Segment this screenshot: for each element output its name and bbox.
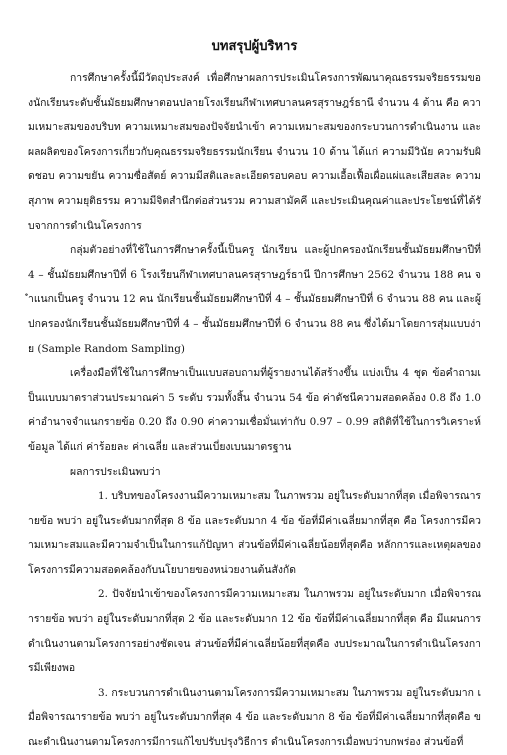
paragraph-results-heading: ผลการประเมินพบว่า: [70, 465, 161, 478]
paragraph-result-2: 2. ปัจจัยนำเข้าของโครงการมีความเหมาะสม ในภาพรวม อยู่ในระดับมาก เมื่อพิจารณารายข้อ พบว่า อยู่ในระดับมากที่สุด 2 ข้อ และระดับมาก 12 ข้อ ข้อที่มีค่าเฉลี่ยมากที่สุด คือ มีแผนการดำเนินงานตามโครงการอย่างชัดเจน ส่วนข้อที่มีค่าเฉลี่ยน้อยที่สุดคือ งบประมาณในการดำเนินโครงการมีเพียงพอ: [28, 588, 481, 675]
paragraph-objectives: การศึกษาครั้งนี้มีวัตถุประสงค์ เพื่อศึกษาผลการประเมินโครงการพัฒนาคุณธรรมจริยธรรมของนักเรียนระดับชั้นมัธยมศึกษาตอนปลายโรงเรียนกีฬาเทศบาลนครสุราษฎร์ธานี จำนวน 4 ด้าน คือ ความเหมาะสมของบริบท ความเหมาะสมของปัจจัยนำเข้า ความเหมาะสมของกระบวนการดำเนินงาน และผลผลิตของโครงการเกี่ยวกับคุณธรรมจริยธรรมนักเรียน จำนวน 10 ด้าน ได้แก่ ความมีวินัย ความรับผิดชอบ ความขยัน ความซื่อสัตย์ ความมีสติและละเอียดรอบคอบ ความเอื้อเฟื้อเผื่อแผ่และเสียสละ ความสุภาพ ความยุติธรรม ความมีจิตสำนึกต่อส่วนรวม ความสามัคคี และประเมินคุณค่าและประโยชน์ที่ได้รับจากการดำเนินโครงการ: [28, 72, 481, 232]
paragraph-instruments: เครื่องมือที่ใช้ในการศึกษาเป็นแบบสอบถามที่ผู้รายงานได้สร้างขึ้น แบ่งเป็น 4 ชุด ข้อคำถามเป็นแบบมาตราส่วนประมาณค่า 5 ระดับ รวมทั้งสิ้น จำนวน 54 ข้อ ค่าดัชนีความสอดคล้อง 0.8 ถึง 1.0 ค่าอำนาจจำแนกรายข้อ 0.20 ถึง 0.90 ค่าความเชื่อมั่นเท่ากับ 0.97 – 0.99 สถิติที่ใช้ในการวิเคราะห์ข้อมูล ได้แก่ ค่าร้อยละ ค่าเฉลี่ย และส่วนเบี่ยงเบนมาตรฐาน: [28, 367, 481, 453]
paragraph-result-3: 3. กระบวนการดำเนินงานตามโครงการมีความเหมาะสม ในภาพรวม อยู่ในระดับมาก เมื่อพิจารณารายข้อ พบว่า อยู่ในระดับมากที่สุด 4 ข้อ และระดับมาก 8 ข้อ ข้อที่มีค่าเฉลี่ยมากที่สุดคือ ขณะดำเนินงานตามโครงการมีการแก้ไขปรับปรุงวิธีการ ดำเนินโครงการเมื่อพบว่าบกพร่อง ส่วนข้อที่: [28, 686, 481, 749]
page-title: บทสรุปผู้บริหาร: [211, 39, 298, 54]
paragraph-result-1: 1. บริบทของโครงงานมีความเหมาะสม ในภาพรวม อยู่ในระดับมากที่สุด เมื่อพิจารณารายข้อ พบว่า อยู่ในระดับมากที่สุด 8 ข้อ และระดับมาก 4 ข้อ ข้อที่มีค่าเฉลี่ยมากที่สุด คือ โครงการมีความเหมาะสมและมีความจำเป็นในการแก้ปัญหา ส่วนข้อที่มีค่าเฉลี่ยน้อยที่สุดคือ หลักการและเหตุผลของโครงการมีความสอดคล้องกับนโยบายของหน่วยงานต้นสังกัด: [28, 490, 481, 576]
paragraph-sample: กลุ่มตัวอย่างที่ใช้ในการศึกษาครั้งนี้เป็นครู นักเรียน และผู้ปกครองนักเรียนชั้นมัธยมศึกษาปีที่ 4 – ชั้นมัธยมศึกษาปีที่ 6 โรงเรียนกีฬาเทศบาลนครสุราษฎร์ธานี ปีการศึกษา 2562 จำนวน 188 คน จำแนกเป็นครู จำนวน 12 คน นักเรียนชั้นมัธยมศึกษาปีที่ 4 – ชั้นมัธยมศึกษาปีที่ 6 จำนวน 88 คน และผู้ปกครองนักเรียนชั้นมัธยมศึกษาปีที่ 4 – ชั้นมัธยมศึกษาปีที่ 6 จำนวน 88 คน ซึ่งได้มาโดยการสุ่มแบบง่าย (Sample Random Sampling): [28, 244, 481, 355]
